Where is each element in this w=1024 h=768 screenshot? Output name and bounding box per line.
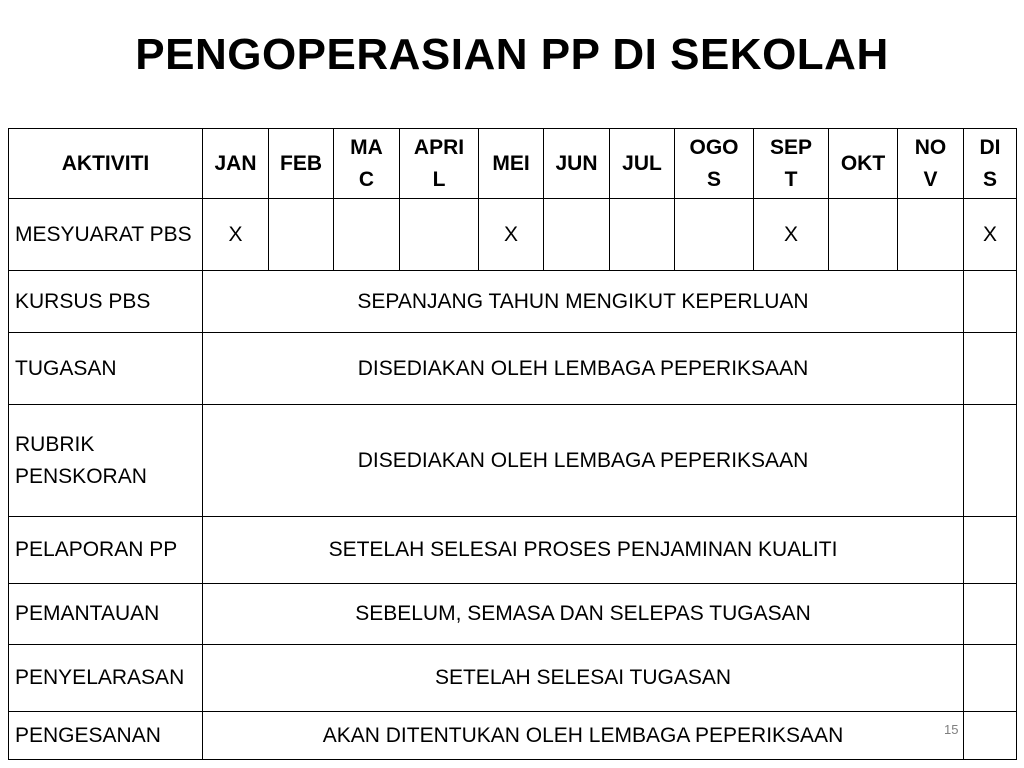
empty-cell [964,517,1017,584]
table-row [9,712,1017,760]
month-cell: X [203,199,269,271]
header-month: OGO S [675,129,754,199]
header-month: SEP T [754,129,829,199]
empty-cell [964,645,1017,712]
activity-label: KURSUS PBS [9,271,203,333]
activity-label: RUBRIK PENSKORAN [9,405,203,517]
header-month: JUN [544,129,610,199]
activity-schedule: SEBELUM, SEMASA DAN SELEPAS TUGASAN [203,584,964,645]
empty-cell [964,712,1017,760]
header-month: JAN [203,129,269,199]
activity-schedule: SETELAH SELESAI PROSES PENJAMINAN KUALITI [203,517,964,584]
header-month: MEI [479,129,544,199]
month-cell: X [754,199,829,271]
schedule-table [8,128,1017,760]
month-cell [269,199,334,271]
month-cell [898,199,964,271]
header-activity: AKTIVITI [9,129,203,199]
activity-label: PENYELARASAN [9,645,203,712]
month-cell: X [479,199,544,271]
empty-cell [964,333,1017,405]
slide-title: PENGOPERASIAN PP DI SEKOLAH [135,30,889,79]
header-month: OKT [829,129,898,199]
month-cell [334,199,400,271]
month-cell [400,199,479,271]
activity-label: PEMANTAUAN [9,584,203,645]
table-row [9,333,1017,405]
table-row [9,517,1017,584]
activity-schedule: DISEDIAKAN OLEH LEMBAGA PEPERIKSAAN [203,405,964,517]
header-month: NO V [898,129,964,199]
activity-schedule: AKAN DITENTUKAN OLEH LEMBAGA PEPERIKSAAN [203,712,964,760]
activity-label: PENGESANAN [9,712,203,760]
table-row [9,584,1017,645]
empty-cell [964,584,1017,645]
month-cell: X [964,199,1017,271]
month-cell [675,199,754,271]
header-month: JUL [610,129,675,199]
header-month: MA C [334,129,400,199]
activity-label: PELAPORAN PP [9,517,203,584]
month-cell [829,199,898,271]
header-month: APRI L [400,129,479,199]
page-number: 15 [944,722,959,737]
activity-schedule: SETELAH SELESAI TUGASAN [203,645,964,712]
table-row [9,199,1017,271]
header-month: DI S [964,129,1017,199]
activity-schedule: SEPANJANG TAHUN MENGIKUT KEPERLUAN [203,271,964,333]
empty-cell [964,271,1017,333]
activity-label: MESYUARAT PBS [9,199,203,271]
table-row [9,645,1017,712]
activity-schedule: DISEDIAKAN OLEH LEMBAGA PEPERIKSAAN [203,333,964,405]
table-row [9,271,1017,333]
month-cell [610,199,675,271]
activity-label: TUGASAN [9,333,203,405]
header-month: FEB [269,129,334,199]
table-row [9,405,1017,517]
month-cell [544,199,610,271]
header-row [9,129,1017,199]
empty-cell [964,405,1017,517]
